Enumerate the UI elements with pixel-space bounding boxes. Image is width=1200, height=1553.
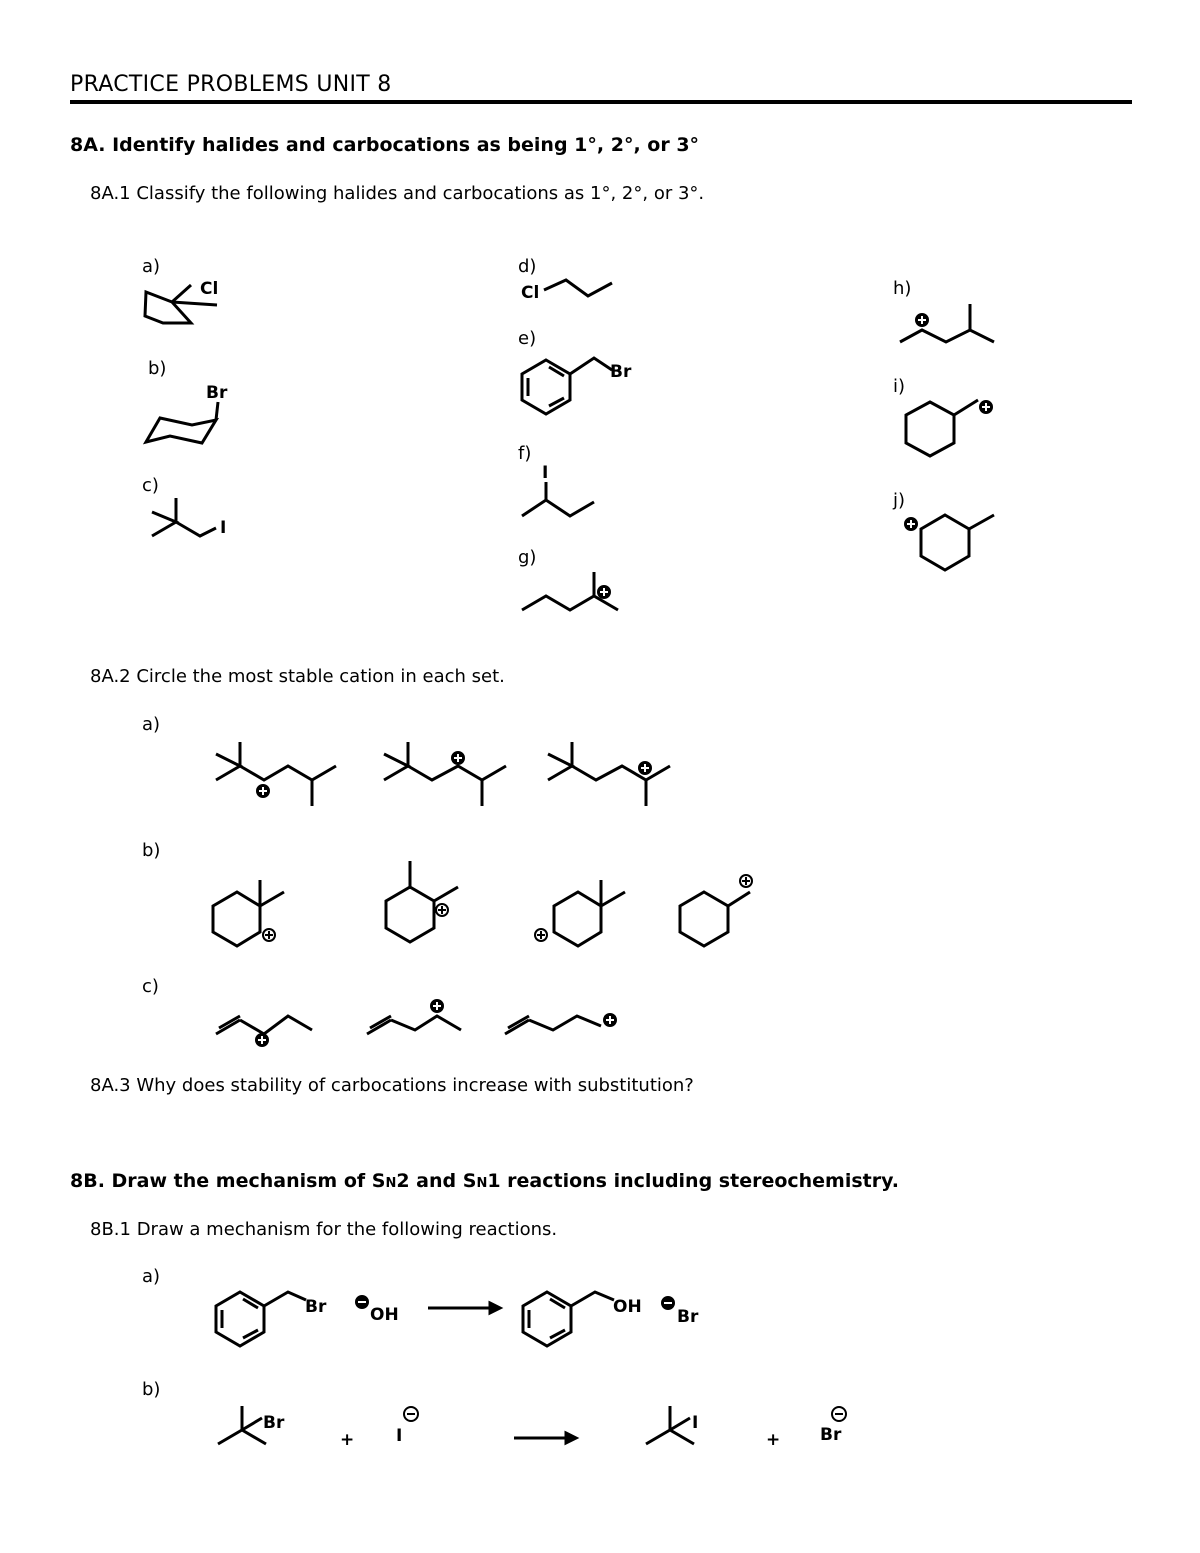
label-8a2-a: a): [142, 714, 161, 735]
molecule-8a1-b: [146, 383, 228, 443]
molecule-8a2-a-1: [216, 742, 336, 806]
molecule-8a1-c: [152, 498, 226, 538]
page-title: PRACTICE PROBLEMS UNIT 8: [70, 72, 392, 97]
label-8a1-f: f): [518, 443, 532, 464]
molecule-8a2-b-2: [386, 861, 458, 942]
atom-oh: OH: [370, 1305, 399, 1325]
molecule-8a2-a-3: [548, 742, 670, 806]
molecule-8a2-b-1: [213, 880, 284, 946]
question-8a2: 8A.2 Circle the most stable cation in each set.: [90, 666, 505, 687]
atom-i: I: [396, 1426, 403, 1446]
atom-br: Br: [820, 1425, 842, 1445]
label-8a1-g: g): [518, 547, 537, 568]
plus-sign: +: [340, 1430, 355, 1450]
atom-i: I: [692, 1413, 699, 1433]
reaction-8b1-b: [218, 1406, 846, 1450]
atom-br: Br: [263, 1413, 285, 1433]
question-8a3: 8A.3 Why does stability of carbocations increase with substitution?: [90, 1075, 694, 1096]
label-8a1-c: c): [142, 475, 159, 496]
molecule-8a1-h: [900, 304, 994, 342]
label-8a1-e: e): [518, 328, 537, 349]
atom-br: Br: [305, 1297, 327, 1317]
section-8b-title: 8B. Draw the mechanism of SN2 and SN1 reactions including stereochemistry.: [70, 1170, 899, 1192]
plus-sign: +: [766, 1430, 781, 1450]
molecule-8a2-c-3: [505, 1014, 616, 1034]
atom-cl: Cl: [521, 283, 540, 303]
question-8b1: 8B.1 Draw a mechanism for the following reactions.: [90, 1219, 558, 1240]
molecule-8a1-e: [522, 358, 632, 414]
label-8a2-b: b): [142, 840, 161, 861]
molecule-8a1-j: [905, 515, 994, 570]
label-8a1-h: h): [893, 278, 912, 299]
reaction-8b1-a: [216, 1292, 699, 1346]
molecule-8a2-b-4: [680, 875, 752, 946]
molecule-8a2-c-2: [367, 1000, 461, 1034]
label-8b1-a: a): [142, 1266, 161, 1287]
atom-i: I: [542, 463, 549, 483]
question-8a1: 8A.1 Classify the following halides and carbocations as 1°, 2°, or 3°.: [90, 183, 705, 204]
label-8b1-b: b): [142, 1379, 161, 1400]
molecule-8a2-a-2: [384, 742, 506, 806]
atom-cl: Cl: [200, 279, 219, 299]
molecule-8a1-d: [521, 280, 612, 303]
molecule-8a1-i: [906, 400, 992, 456]
molecule-8a2-c-1: [216, 1016, 312, 1046]
atom-br: Br: [610, 362, 632, 382]
label-8a1-i: i): [893, 376, 906, 397]
molecule-8a2-b-3: [535, 880, 625, 946]
atom-br: Br: [206, 383, 228, 403]
molecule-8a1-a: [145, 279, 218, 323]
atom-oh: OH: [613, 1297, 642, 1317]
section-8a-title: 8A. Identify halides and carbocations as being 1°, 2°, or 3°: [70, 134, 700, 156]
atom-br: Br: [677, 1307, 699, 1327]
molecule-8a1-g: [522, 572, 618, 610]
molecule-8a1-f: [522, 463, 594, 516]
label-8a1-j: j): [893, 490, 906, 511]
label-8a1-b: b): [148, 358, 167, 379]
label-8a1-a: a): [142, 256, 161, 277]
label-8a2-c: c): [142, 976, 159, 997]
atom-i: I: [220, 518, 227, 538]
label-8a1-d: d): [518, 256, 537, 277]
